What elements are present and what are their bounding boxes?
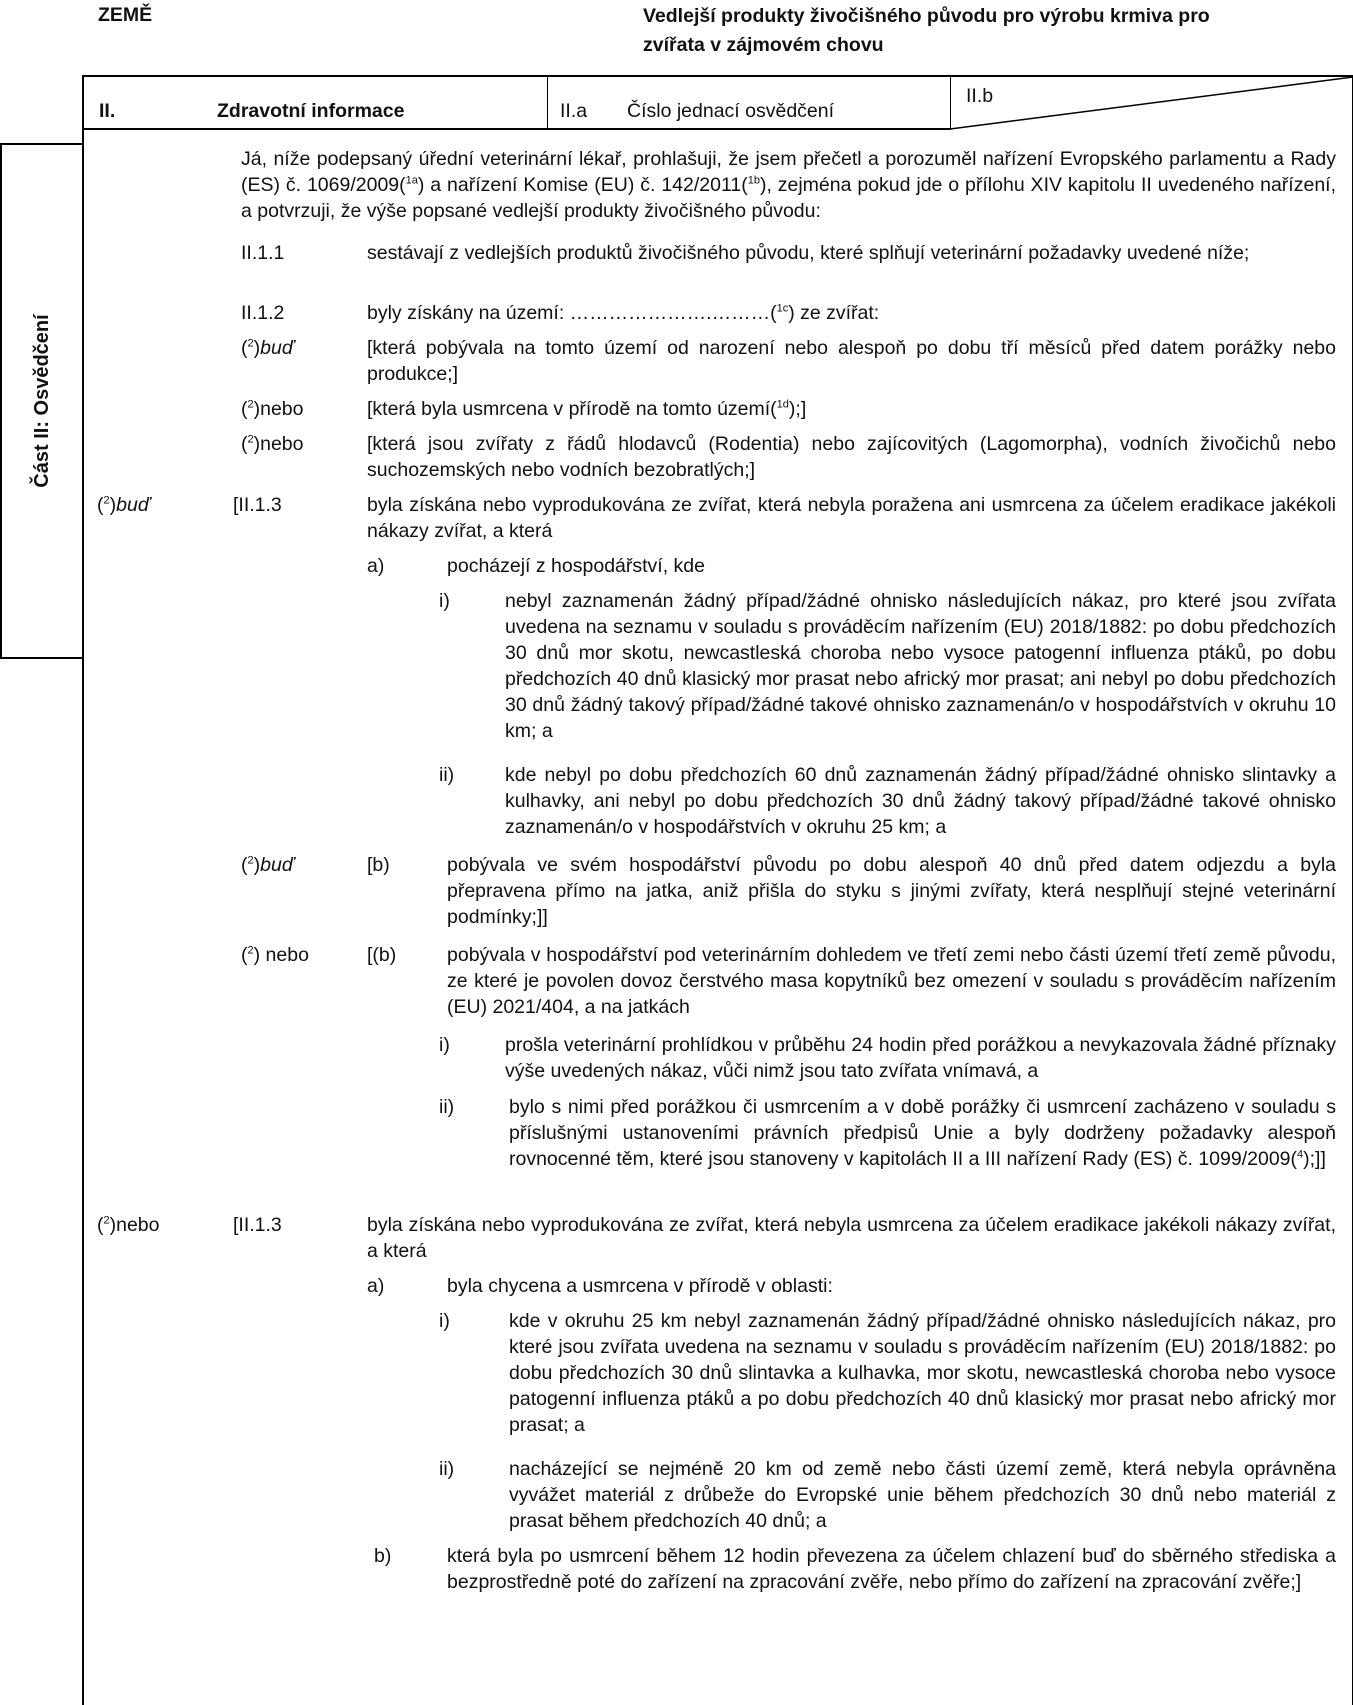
clause-code: [II.1.3 — [233, 1214, 282, 1236]
option-marker: ($^2$)buď — [241, 854, 295, 876]
subitem-number: ii) — [439, 764, 455, 786]
ref-a-code: II.a — [560, 100, 588, 122]
option-marker: ($^2$)buď — [241, 337, 295, 359]
subitem-number: i) — [439, 1310, 450, 1332]
section-title: Zdravotní informace — [217, 100, 405, 122]
subitem-text: nacházející se nejméně 20 km od země nebo části území země, která nebyla oprávněna vyvážet materiál z drůbeže do Evropské unie během předchozích 30 dnů nebo materiál z prasat během předchozích 40 dnů; a — [509, 1458, 1336, 1532]
item-text: která byla po usmrcení během 12 hodin převezena za účelem chlazení buď do sběrného střediska a bezprostředně poté do zařízení na zpracování zvěře, nebo přímo do zařízení na zpracování zvěře;] — [447, 1545, 1336, 1593]
option-text: [která byla usmrcena v přírodě na tomto území($^{1d}$);] — [367, 398, 807, 420]
section-number: II. — [99, 100, 116, 122]
option-marker: ($^2$)nebo — [241, 398, 304, 420]
item-text: pobývala v hospodářství pod veterinárním dohledem ve třetí zemi nebo části území třetí země původu, ze které je povolen dovoz čerstvého masa kopytníků bez omezení v souladu s prováděcím nařízením (EU) 2021/404, a na jatkách — [447, 944, 1336, 1018]
header-bottom-rule — [82, 128, 951, 130]
ref-a-label: Číslo jednací osvědčení — [627, 100, 835, 122]
document-title — [643, 2, 1343, 60]
subitem-number: ii) — [439, 1096, 455, 1118]
option-text: [která jsou zvířaty z řádů hlodavců (Rodentia) nebo zajícovitých (Lagomorpha), vodních živočichů nebo suchozemských nebo vodních bezobratlých;] — [367, 433, 1336, 481]
country-label: ZEMĚ — [98, 4, 153, 26]
clause-text: byly získány na území: ………………….………($^{1c}$) ze zvířat: — [367, 302, 880, 324]
title-line-2: zvířata v zájmovém chovu — [643, 34, 884, 56]
item-letter: b) — [374, 1545, 392, 1567]
ref-b-code: II.b — [966, 85, 994, 107]
subitem-number: i) — [439, 1034, 450, 1056]
clause-text: sestávají z vedlejších produktů živočišného původu, které splňují veterinární požadavky uvedené níže; — [367, 242, 1250, 264]
clause-code: II.1.1 — [241, 242, 285, 264]
header-diagonal-line — [950, 75, 1353, 130]
item-letter: [b) — [367, 854, 390, 876]
header-divider-1 — [547, 75, 548, 129]
item-text: byla chycena a usmrcena v přírodě v oblasti: — [447, 1275, 833, 1297]
option-text: [která pobývala na tomto území od narození nebo alespoň po dobu tří měsíců před datem porážky nebo produkce;] — [367, 337, 1336, 385]
title-line-1: Vedlejší produkty živočišného původu pro výrobu krmiva pro — [643, 5, 1210, 27]
item-text: pobývala ve svém hospodářství původu po dobu alespoň 40 dnů před datem odjezdu a byla přepravena přímo na jatka, aniž přišla do styku s jinými zvířaty, která nesplňují stejné veterinární podmínky;]] — [447, 854, 1336, 928]
subitem-number: i) — [439, 590, 450, 612]
option-marker: ($^2$)nebo — [97, 1214, 160, 1236]
subitem-text: kde v okruhu 25 km nebyl zaznamenán žádný případ/žádné ohnisko následujících nákaz, pro které jsou zvířata uvedena na seznamu v souladu s prováděcím nařízením (EU) 2018/1882: po dobu předchozích 30 dnů slintavka a kulhavka, mor skotu, newcastleská choroba nebo vysoce patogenní influenza ptáků a po dobu předchozích 40 dnů klasický mor prasat nebo africký mor prasat; a — [509, 1310, 1336, 1436]
clause-text: byla získána nebo vyprodukována ze zvířat, která nebyla usmrcena za účelem eradikace jakékoli nákazy zvířat, a která — [367, 1214, 1336, 1262]
item-text: pocházejí z hospodářství, kde — [447, 555, 705, 577]
option-marker: ($^2$)buď — [97, 494, 151, 516]
subitem-text: nebyl zaznamenán žádný případ/žádné ohnisko následujících nákaz, pro které jsou zvířata uvedena na seznamu v souladu s prováděcím nařízením (EU) 2018/1882: po dobu předchozích 30 dnů mor skotu, newcastleská choroba nebo vysoce patogenní influenza ptáků, po dobu předchozích 40 dnů klasický mor prasat nebo africký mor prasat; ani nebyl po dobu předchozích 30 dnů žádný takový případ/žádné takové ohnisko zaznamenán/o v hospodářstvích v okruhu 10 km; a — [505, 590, 1336, 742]
subitem-text: prošla veterinární prohlídkou v průběhu 24 hodin před porážkou a nevykazovala žádné příznaky výše uvedených nákaz, vůči nimž jsou tato zvířata vnímavá, a — [505, 1034, 1336, 1082]
subitem-number: ii) — [439, 1458, 455, 1480]
subitem-text: bylo s nimi před porážkou či usmrcením a v době porážky či usmrcení zacházeno v souladu s příslušnými ustanoveními právních předpisů Unie a byly dodrženy požadavky alespoň rovnocenné těm, které jsou stanoveny v kapitolách II a III nařízení Rady (ES) č. 1099/2009($^4$);]] — [509, 1096, 1336, 1170]
side-label: Část II: Osvědčení — [31, 314, 53, 488]
intro-paragraph: Já, níže podepsaný úřední veterinární lékař, prohlašuji, že jsem přečetl a porozuměl nařízení Evropského parlamentu a Rady (ES) č. 1069/2009($^{1a}$) a nařízení Komise (EU) č. 142/2011($^{1b}$), zejména pokud jde o přílohu XIV kapitolu II uvedeného nařízení, a potvrzuji, že výše popsané vedlejší produkty živočišného původu: — [241, 148, 1336, 222]
item-letter: a) — [367, 1275, 385, 1297]
subitem-text: kde nebyl po dobu předchozích 60 dnů zaznamenán žádný případ/žádné ohnisko slintavky a kulhavky, ani nebyl po dobu předchozích 30 dnů žádný takový případ/žádné takové ohnisko zaznamenán/o v hospodářstvích v okruhu 25 km; a — [505, 764, 1336, 838]
item-letter: a) — [367, 555, 385, 577]
clause-text: byla získána nebo vyprodukována ze zvířat, která nebyla poražena ani usmrcena za účelem eradikace jakékoli nákazy zvířat, a která — [367, 494, 1336, 542]
clause-code: [II.1.3 — [233, 494, 282, 516]
item-letter: [(b) — [367, 944, 397, 966]
option-marker: ($^2$) nebo — [241, 944, 309, 966]
option-marker: ($^2$)nebo — [241, 433, 304, 455]
clause-code: II.1.2 — [241, 302, 285, 324]
